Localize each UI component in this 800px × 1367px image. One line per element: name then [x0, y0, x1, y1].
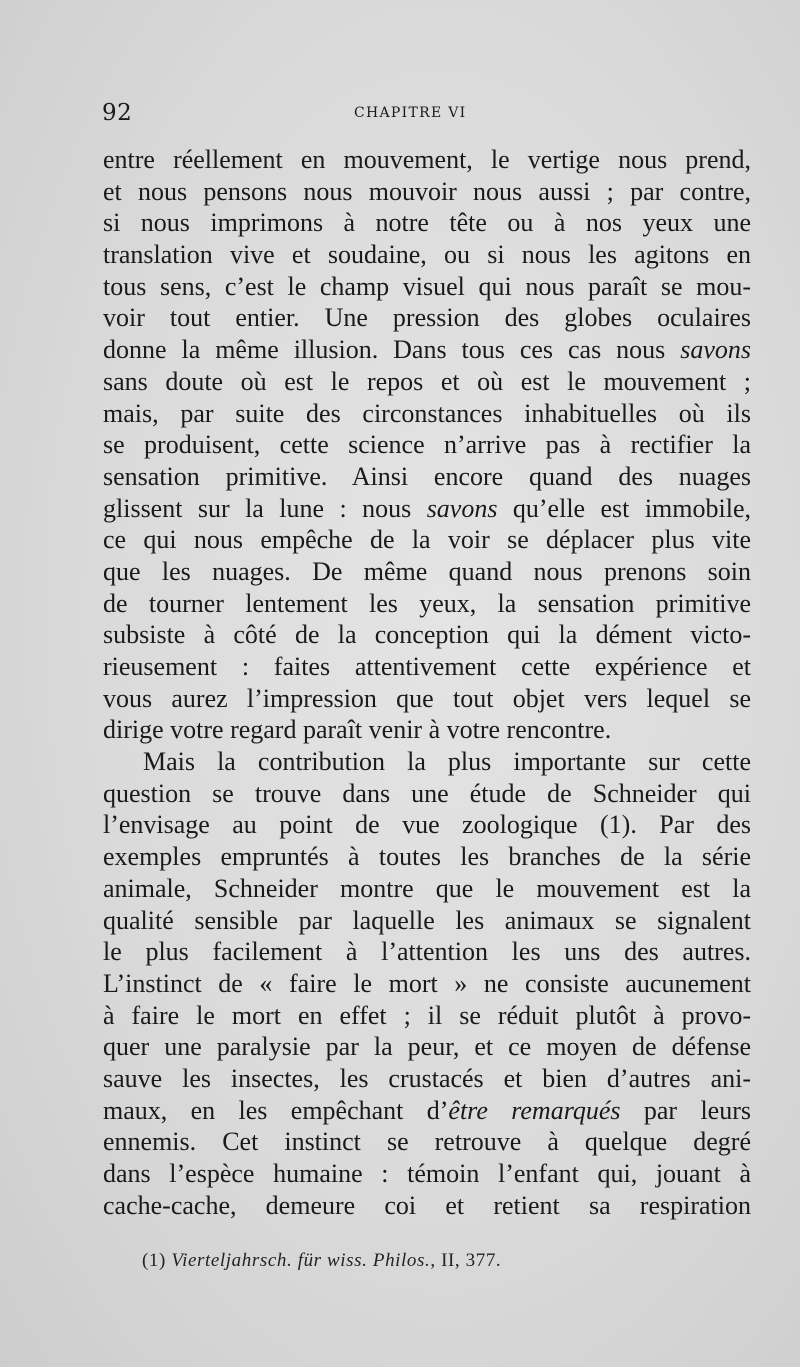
text-line: glissent sur la lune : nous savons qu’elle est immobile, — [103, 493, 751, 523]
text-line: et nous pensons nous mouvoir nous aussi ; par contre, — [103, 176, 751, 206]
text-line: que les nuages. De même quand nous prenons soin — [103, 556, 751, 586]
footnote — [142, 1250, 662, 1272]
text-line: sans doute où est le repos et où est le mouvement ; — [103, 366, 751, 396]
footnote-reference: , II, 377. — [430, 1250, 502, 1271]
text-line: question se trouve dans une étude de Schneider qui — [103, 778, 751, 808]
text-line: qualité sensible par laquelle les animaux se signalent — [103, 905, 751, 935]
text-line: L’instinct de « faire le mort » ne consiste aucunement — [103, 968, 751, 998]
footnote-marker: (1) — [142, 1250, 172, 1271]
text-line: subsiste à côté de la conception qui la dément victo- — [103, 620, 751, 650]
text-line: le plus facilement à l’attention les uns des autres. — [103, 937, 751, 967]
text-line: ennemis. Cet instinct se retrouve à quelque degré — [103, 1127, 751, 1157]
text-line: cache-cache, demeure coi et retient sa respiration — [103, 1190, 751, 1220]
text-line: à faire le mort en effet ; il se réduit plutôt à provo- — [103, 1000, 751, 1030]
text-line: se produisent, cette science n’arrive pas à rectifier la — [103, 430, 751, 460]
text-line: mais, par suite des circonstances inhabituelles où ils — [103, 398, 751, 428]
text-line: ce qui nous empêche de la voir se déplacer plus vite — [103, 525, 751, 555]
text-line: donne la même illusion. Dans tous ces cas nous savons — [103, 335, 751, 365]
footnote-title: Vierteljahrsch. für wiss. Philos. — [171, 1250, 431, 1271]
text-line: translation vive et soudaine, ou si nous les agitons en — [103, 240, 751, 270]
text-line: sauve les insectes, les crustacés et bien d’autres ani- — [103, 1063, 751, 1093]
text-line: voir tout entier. Une pression des globes oculaires — [103, 303, 751, 333]
text-line: maux, en les empêchant d’être remarqués par leurs — [103, 1095, 751, 1125]
text-line: rieusement : faites attentivement cette expérience et — [103, 652, 751, 681]
text-line: de tourner lentement les yeux, la sensation primitive — [103, 588, 751, 618]
text-line: dirige votre regard paraît venir à votre rencontre. — [103, 715, 612, 745]
page-header — [102, 100, 662, 130]
text-line: entre réellement en mouvement, le vertige nous prend, — [103, 145, 751, 174]
text-line: vous aurez l’impression que tout objet vers lequel se — [103, 683, 751, 713]
page-number: 92 — [102, 100, 133, 126]
text-line: sensation primitive. Ainsi encore quand des nuages — [103, 461, 751, 491]
text-line: exemples empruntés à toutes les branches de la série — [103, 842, 751, 872]
body-text — [103, 144, 751, 1221]
text-line: tous sens, c’est le champ visuel qui nous paraît se mou- — [103, 271, 751, 301]
text-line: animale, Schneider montre que le mouvement est la — [103, 873, 751, 903]
emphasis: être remarqués — [448, 1095, 621, 1125]
emphasis: savons — [426, 493, 498, 523]
text-line: l’envisage au point de vue zoologique (1). Par des — [103, 810, 751, 840]
text-line: quer une paralysie par la peur, et ce moyen de défense — [103, 1032, 751, 1062]
emphasis: savons — [680, 335, 751, 365]
text-line: si nous imprimons à notre tête ou à nos yeux une — [103, 208, 751, 238]
text-line: dans l’espèce humaine : témoin l’enfant qui, jouant à — [103, 1159, 751, 1188]
text-line: Mais la contribution la plus importante sur cette — [143, 747, 751, 777]
running-head: CHAPITRE VI — [354, 105, 467, 121]
